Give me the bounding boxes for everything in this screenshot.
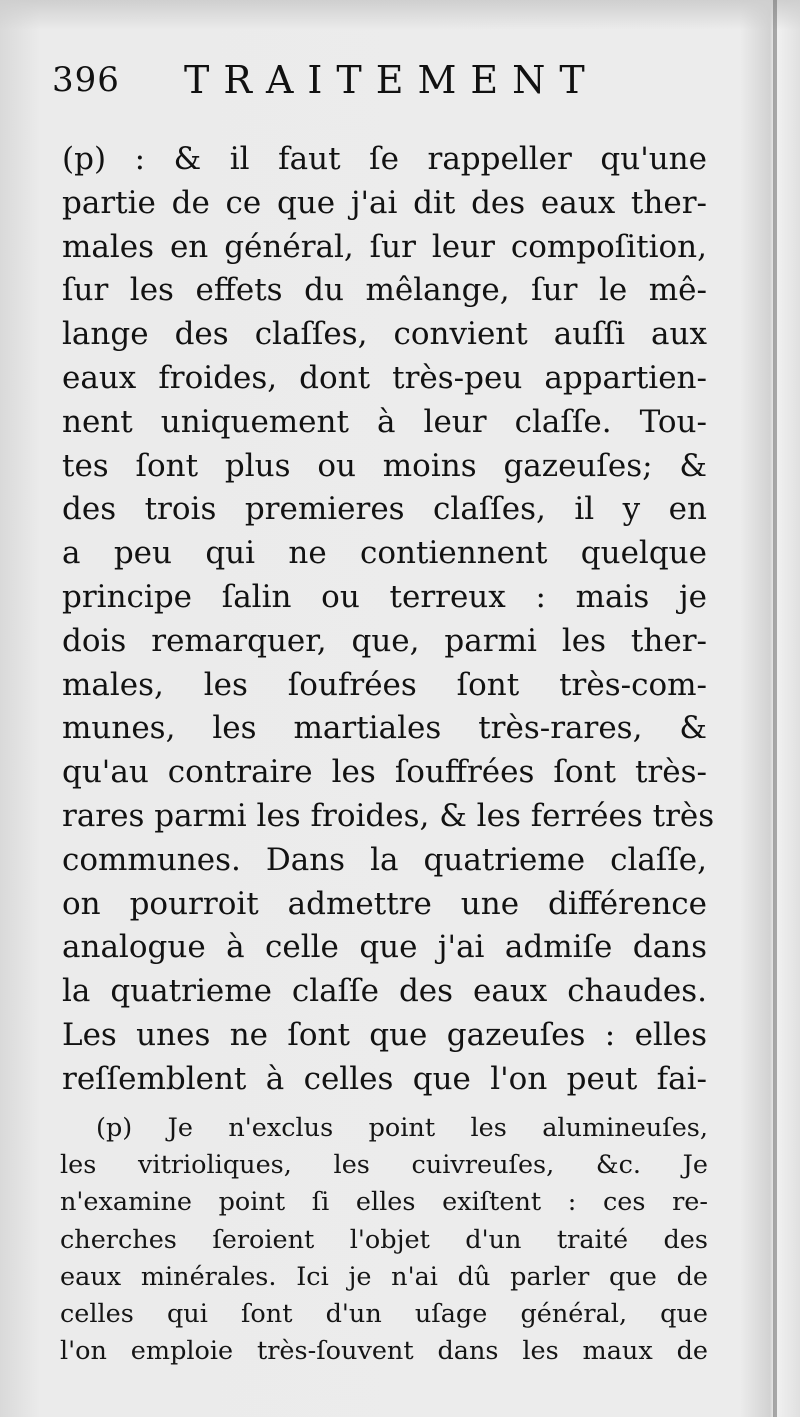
footnote-line: (p) Je n'exclus point les alumineuſes, xyxy=(96,1113,708,1143)
footnote-line: n'examine point ſi elles exiſtent : ces re- xyxy=(60,1187,708,1218)
text-line: lange des claſſes, convient auſſi aux xyxy=(62,316,707,353)
text-line: (p) : & il faut ſe rappeller qu'une xyxy=(62,141,707,177)
footnote-line: l'on emploie très-ſouvent dans les maux de xyxy=(60,1336,708,1367)
text-line: nent uniquement à leur claſſe. Tou- xyxy=(62,403,707,440)
page-edge xyxy=(773,0,777,1417)
text-line: analogue à celle que j'ai admiſe dans xyxy=(62,929,707,966)
page-top-shadow xyxy=(0,0,800,30)
text-line: rares parmi les froides, & les ferrées très xyxy=(62,797,715,834)
text-line: eaux froides, dont très-peu appartien- xyxy=(62,359,707,396)
text-line: males en général, ſur leur compoſition, xyxy=(62,228,707,265)
footnote-line: celles qui ſont d'un uſage général, que xyxy=(60,1298,708,1329)
text-line: a peu qui ne contiennent quelque xyxy=(62,535,707,572)
text-line: ſur les effets du mêlange, ſur le mê- xyxy=(62,272,707,309)
text-line: partie de ce que j'ai dit des eaux ther- xyxy=(62,184,707,221)
footnote-line: les vitrioliques, les cuivreuſes, &c. Je xyxy=(60,1150,708,1181)
footnote-line: cherches ſeroient l'objet d'un traité des xyxy=(60,1224,708,1255)
footnote-line: eaux minérales. Ici je n'ai dû parler que de xyxy=(60,1261,708,1292)
text-line: dois remarquer, que, parmi les ther- xyxy=(62,622,707,659)
text-line: qu'au contraire les ſouffrées ſont très- xyxy=(62,754,707,791)
main-text xyxy=(62,138,715,1102)
text-line: on pourroit admettre une différence xyxy=(62,885,707,922)
text-line: tes ſont plus ou moins gazeuſes; & xyxy=(62,447,707,484)
text-line: munes, les martiales très-rares, & xyxy=(62,710,707,747)
footnote xyxy=(60,1110,708,1370)
text-line: communes. Dans la quatrieme claſſe, xyxy=(62,841,707,878)
text-line: principe ſalin ou terreux : mais je xyxy=(62,578,707,615)
page-number: 396 xyxy=(52,60,120,100)
running-head xyxy=(52,58,622,108)
running-title: TRAITEMENT xyxy=(184,58,599,102)
text-line: reſſemblent à celles que l'on peut fai- xyxy=(62,1060,707,1097)
text-line: la quatrieme claſſe des eaux chaudes. xyxy=(62,973,707,1010)
text-line: des trois premieres claſſes, il y en xyxy=(62,491,707,528)
text-line: males, les ſoufrées ſont très-com- xyxy=(62,666,707,703)
text-line: Les unes ne ſont que gazeuſes : elles xyxy=(62,1016,707,1053)
